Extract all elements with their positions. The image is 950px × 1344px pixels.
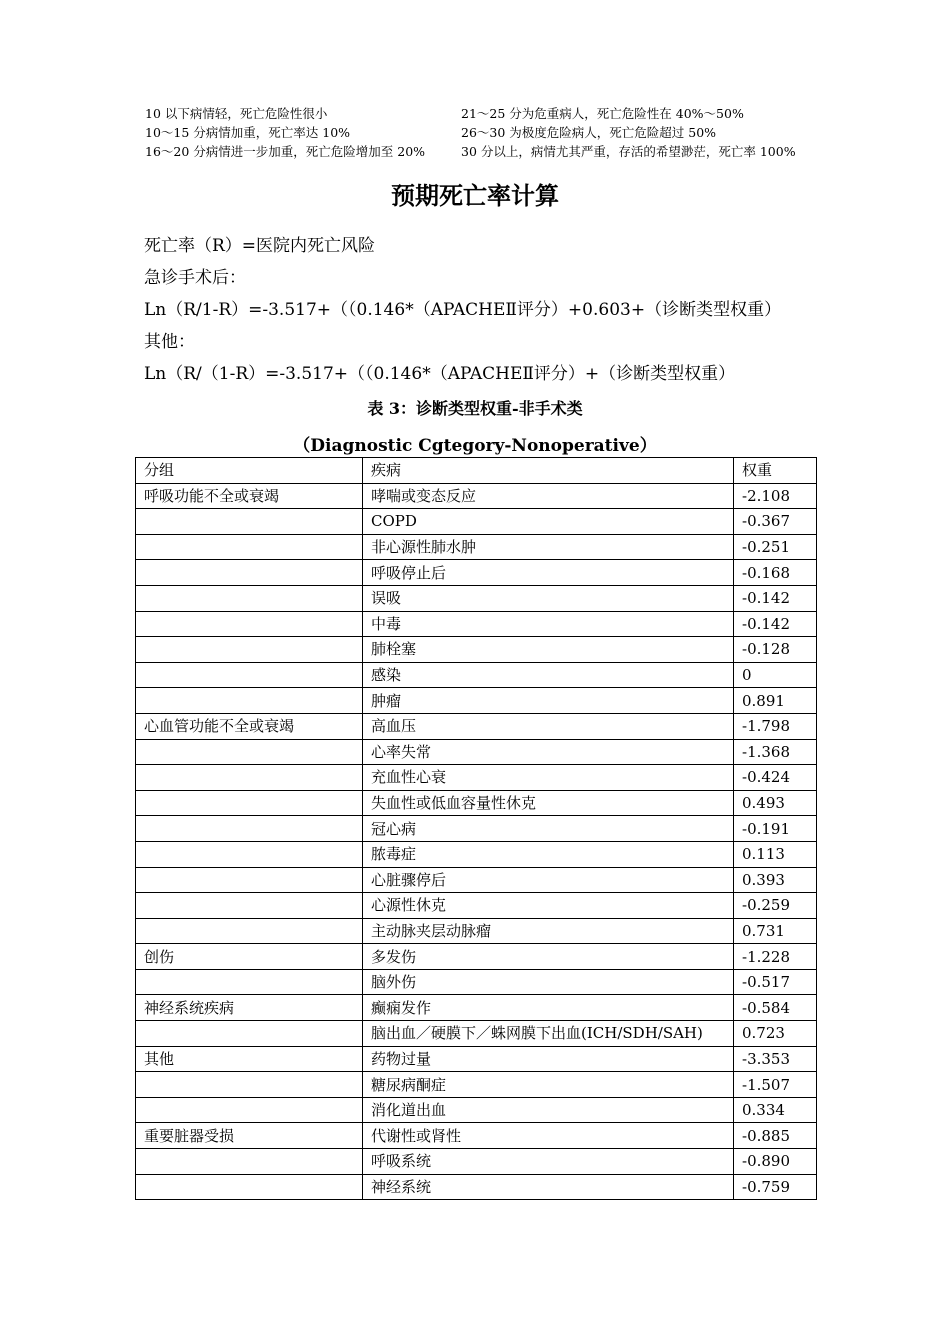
cell-group (136, 867, 363, 893)
cell-disease: COPD (363, 509, 734, 535)
cell-disease: 冠心病 (363, 816, 734, 842)
cell-group: 心血管功能不全或衰竭 (136, 713, 363, 739)
cell-weight: 0.731 (734, 918, 817, 944)
header-group: 分组 (136, 458, 363, 484)
note-left: 10 以下病情轻，死亡危险性很小 (145, 106, 328, 121)
cell-weight: -0.367 (734, 509, 817, 535)
cell-disease: 心脏骤停后 (363, 867, 734, 893)
table-row (136, 611, 817, 637)
header-disease: 疾病 (363, 458, 734, 484)
cell-disease: 中毒 (363, 611, 734, 637)
cell-weight: -0.142 (734, 585, 817, 611)
cell-disease: 脑出血／硬膜下／蛛网膜下出血(ICH/SDH/SAH) (363, 1021, 734, 1047)
cell-group (136, 841, 363, 867)
table-body (136, 458, 817, 1200)
table-row (136, 1021, 817, 1047)
note-row (145, 142, 825, 161)
cell-group (136, 790, 363, 816)
table-row (136, 893, 817, 919)
cell-group: 创伤 (136, 944, 363, 970)
table-row (136, 509, 817, 535)
cell-group (136, 969, 363, 995)
note-right: 21～25 分为危重病人，死亡危险性在 40%～50% (461, 106, 744, 121)
table-row (136, 713, 817, 739)
cell-disease: 感染 (363, 662, 734, 688)
cell-disease: 糖尿病酮症 (363, 1072, 734, 1098)
formula-line: 急诊手术后： (144, 268, 246, 288)
table-subcaption: （Diagnostic Cgtegory-Nonoperative） (293, 436, 657, 456)
table-row (136, 585, 817, 611)
cell-group (136, 662, 363, 688)
cell-weight: 0.393 (734, 867, 817, 893)
cell-group: 其他 (136, 1046, 363, 1072)
cell-group: 重要脏器受损 (136, 1123, 363, 1149)
table-row (136, 739, 817, 765)
cell-disease: 多发伤 (363, 944, 734, 970)
table-header-row (136, 458, 817, 484)
cell-disease: 药物过量 (363, 1046, 734, 1072)
cell-group (136, 918, 363, 944)
table-row (136, 841, 817, 867)
cell-weight: -0.584 (734, 995, 817, 1021)
cell-disease: 肺栓塞 (363, 637, 734, 663)
table-row (136, 483, 817, 509)
cell-weight: -3.353 (734, 1046, 817, 1072)
cell-group (136, 509, 363, 535)
table-row (136, 1174, 817, 1200)
cell-weight: -1.798 (734, 713, 817, 739)
header-weight: 权重 (734, 458, 817, 484)
diagnosis-weight-table (135, 457, 817, 1200)
cell-weight: 0.891 (734, 688, 817, 714)
cell-group (136, 637, 363, 663)
cell-weight: -1.507 (734, 1072, 817, 1098)
table-row (136, 1072, 817, 1098)
cell-weight: -0.424 (734, 765, 817, 791)
cell-group: 呼吸功能不全或衰竭 (136, 483, 363, 509)
cell-weight: 0.113 (734, 841, 817, 867)
table-row (136, 1097, 817, 1123)
cell-disease: 代谢性或肾性 (363, 1123, 734, 1149)
table-row (136, 918, 817, 944)
cell-group (136, 585, 363, 611)
cell-disease: 主动脉夹层动脉瘤 (363, 918, 734, 944)
page-title: 预期死亡率计算 (391, 181, 559, 210)
cell-group (136, 1149, 363, 1175)
note-right: 30 分以上，病情尤其严重，存活的希望渺茫，死亡率 100% (461, 144, 796, 159)
cell-weight: -2.108 (734, 483, 817, 509)
cell-disease: 癫痫发作 (363, 995, 734, 1021)
table-row (136, 662, 817, 688)
note-left: 10～15 分病情加重，死亡率达 10% (145, 125, 351, 140)
formula-line: 死亡率（R）=医院内死亡风险 (144, 236, 376, 256)
cell-disease: 呼吸停止后 (363, 560, 734, 586)
cell-group (136, 1072, 363, 1098)
cell-disease: 消化道出血 (363, 1097, 734, 1123)
table-row (136, 790, 817, 816)
note-right: 26～30 为极度危险病人，死亡危险超过 50% (461, 125, 717, 140)
cell-group (136, 1174, 363, 1200)
cell-disease: 脓毒症 (363, 841, 734, 867)
cell-group (136, 1021, 363, 1047)
cell-weight: -1.368 (734, 739, 817, 765)
cell-group (136, 765, 363, 791)
cell-weight: 0.723 (734, 1021, 817, 1047)
cell-group (136, 688, 363, 714)
cell-weight: -1.228 (734, 944, 817, 970)
formula-line: Ln（R/1-R）=-3.517+（（0.146*（APACHEⅡ评分）+0.603+（诊断类型权重） (144, 300, 782, 320)
cell-weight: -0.890 (734, 1149, 817, 1175)
table-row (136, 637, 817, 663)
cell-disease: 高血压 (363, 713, 734, 739)
cell-disease: 误吸 (363, 585, 734, 611)
note-row (145, 104, 825, 123)
table-row (136, 816, 817, 842)
table-row (136, 969, 817, 995)
formula-line: Ln（R/（1-R）=-3.517+（（0.146*（APACHEⅡ评分）+（诊断类型权重） (144, 364, 736, 384)
cell-weight: -0.191 (734, 816, 817, 842)
cell-weight: -0.251 (734, 534, 817, 560)
cell-weight: -0.142 (734, 611, 817, 637)
cell-disease: 心源性休克 (363, 893, 734, 919)
cell-disease: 神经系统 (363, 1174, 734, 1200)
cell-weight: -0.128 (734, 637, 817, 663)
cell-weight: -0.517 (734, 969, 817, 995)
table-row (136, 995, 817, 1021)
formula-line: 其他： (144, 332, 195, 352)
cell-disease: 肿瘤 (363, 688, 734, 714)
table-row (136, 534, 817, 560)
table-row (136, 560, 817, 586)
cell-group: 神经系统疾病 (136, 995, 363, 1021)
cell-weight: 0.493 (734, 790, 817, 816)
cell-disease: 呼吸系统 (363, 1149, 734, 1175)
table-row (136, 1149, 817, 1175)
cell-group (136, 893, 363, 919)
cell-group (136, 1097, 363, 1123)
table-row (136, 1046, 817, 1072)
table-row (136, 1123, 817, 1149)
cell-disease: 心率失常 (363, 739, 734, 765)
table-row (136, 765, 817, 791)
cell-weight: -0.168 (734, 560, 817, 586)
cell-group (136, 816, 363, 842)
cell-disease: 脑外伤 (363, 969, 734, 995)
cell-weight: -0.259 (734, 893, 817, 919)
cell-disease: 非心源性肺水肿 (363, 534, 734, 560)
table-row (136, 867, 817, 893)
cell-disease: 充血性心衰 (363, 765, 734, 791)
cell-disease: 哮喘或变态反应 (363, 483, 734, 509)
cell-disease: 失血性或低血容量性休克 (363, 790, 734, 816)
cell-group (136, 560, 363, 586)
table-row (136, 944, 817, 970)
cell-group (136, 611, 363, 637)
table-row (136, 688, 817, 714)
score-interpretation-notes (145, 104, 825, 161)
cell-group (136, 739, 363, 765)
cell-weight: -0.885 (734, 1123, 817, 1149)
formula-block (144, 230, 781, 390)
cell-group (136, 534, 363, 560)
note-left: 16～20 分病情进一步加重，死亡危险增加至 20% (145, 144, 426, 159)
table-caption: 表 3：诊断类型权重-非手术类 (367, 399, 583, 418)
cell-weight: -0.759 (734, 1174, 817, 1200)
cell-weight: 0.334 (734, 1097, 817, 1123)
cell-weight: 0 (734, 662, 817, 688)
note-row (145, 123, 825, 142)
